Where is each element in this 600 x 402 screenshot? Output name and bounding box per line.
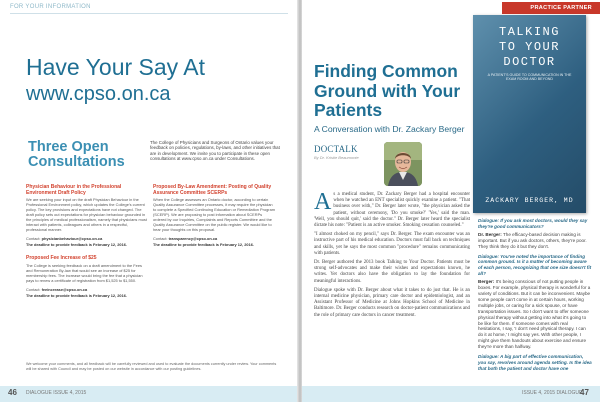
- contact-label: Contact:: [26, 286, 41, 292]
- book-title-line: TALKING: [499, 25, 560, 39]
- section-title: Proposed Fee Increase of $25: [26, 255, 97, 262]
- page-number: 46: [8, 388, 17, 397]
- article-subtitle: A Conversation with Dr. Zackary Berger: [314, 124, 465, 134]
- book-author: ZACKARY BERGER, MD: [485, 197, 574, 204]
- interview-column: [478, 218, 592, 374]
- book-subtitle: A PATIENT'S GUIDE TO COMMUNICATION IN THE EXAM ROOM AND BEYOND: [487, 73, 572, 82]
- book-cover: [473, 15, 586, 213]
- question: Dialogue: If you ask most doctors, would they say they're good communicators?: [478, 218, 588, 229]
- section-body: The College is seeking feedback on a draft amendment to the Fees and Remuneration By-law that would see an increase of $25 for membership fees. The increase would bring the fee that a physician pays to renew a certificate of registration from $1,525 to $1,550.: [26, 262, 143, 283]
- paragraph: Dr. Berger authored the 2013 book Talking to Your Doctor. Patients must be strong self-advocates and make their wishes and expectations known, he writes. Yet doctors also have the obligation to lay the foundation for meaningful interactions.: [314, 260, 470, 284]
- author-photo: [384, 142, 422, 186]
- deadline: The deadline to provide feedback is February 12, 2016.: [26, 242, 127, 248]
- paragraph: [314, 189, 470, 229]
- right-column: [153, 185, 275, 256]
- portrait-icon: [384, 142, 422, 186]
- speaker: Dr. Berger:: [478, 231, 502, 237]
- book-title-line: TO YOUR: [499, 40, 560, 54]
- section-title: Physician Behaviour in the Professional Environment Draft Policy: [26, 184, 122, 196]
- page-number: 47: [580, 388, 589, 397]
- paragraph-text: s a medical student, Dr. Zackary Berger had a hospital encounter when he watched an ENT specialist quickly examine a patient. "That business over with," Dr. Berger later wrote, "the physician asked the patient, without ceremony, 'Do you smoke?' 'Yes,' said the man. 'Well, you should quit,' said the doctor." Dr. Berger later heard the specialist dictate his note: "Patient is an active smoker. Smoking cessation counseled.": [314, 192, 470, 229]
- consultations-heading: Three Open Consultations: [28, 139, 125, 170]
- footnote: We welcome your comments, and all feedback will be carefully reviewed and used to evaluate the documents currently under review. Your comments will be shared with Council and may be posted on our website in accordance with our posting guidelines.: [26, 362, 277, 371]
- drop-cap: A: [314, 189, 332, 215]
- section-body: When the College assesses an Ontario doctor, according to certain Quality Assurance Committee processes, it may require the physician to complete a Specified Continuing Education or Remediation Program (SCERP). We are proposing to post information about SCERPs ordered by our Inquiries, Complaints and Reports Committee and the Quality Assurance Committee on the public register. We would like to hear your thoughts on this proposal.: [153, 197, 275, 232]
- answer-text: It's being conscious of not putting people in boxes. For example, physical therapy is wonderful for a variety of conditions. But it can be inconvenient. Maybe some people can't come in at certain hours, working multiple jobs, or caring for a sick spouse, or have transportation issues. So I don't want to offer someone physical therapy without getting into what it's going to be like for them. If someone comes with real hesitations, I say, 'I don't need physical therapy. I can do it at home,' I might say yes. With other people, I might give them handouts about exercise and ensure they're more than halfway.: [478, 279, 591, 350]
- article-title: Finding Common Ground with Your Patients: [314, 61, 461, 120]
- contact-email[interactable]: transparency@cpso.on.ca: [168, 235, 218, 241]
- section-banner: PRACTICE PARTNER: [502, 2, 600, 14]
- byline: By Dr. Kristie Beaumonte: [314, 155, 359, 160]
- left-column: [26, 185, 148, 307]
- magazine-name: DIALOGUE ISSUE 4, 2015: [26, 390, 87, 396]
- speaker: Berger:: [478, 279, 495, 285]
- answer: [478, 279, 592, 350]
- doctalk-badge: [314, 144, 366, 160]
- contact-line: [26, 237, 148, 242]
- deadline: The deadline to provide feedback is February 12, 2016.: [26, 293, 127, 299]
- right-page: [302, 0, 600, 402]
- answer-text: The efficacy-based decision making is important. But if you ask doctors, others, they're poor. They think they do it but they don't.: [478, 231, 587, 249]
- section-tag: FOR YOUR INFORMATION: [10, 4, 91, 10]
- book-title-line: DOCTOR: [503, 55, 556, 69]
- deadline: The deadline to provide feedback is February 12, 2016.: [153, 242, 254, 248]
- doctalk-label: DOCTALK: [314, 144, 358, 154]
- tag-rule: [10, 13, 288, 14]
- contact-line: [153, 237, 275, 242]
- section-title: Proposed By-Law Amendment: Posting of Quality Assurance Committee SCERPs: [153, 184, 272, 196]
- contact-label: Contact:: [153, 235, 168, 241]
- website-url[interactable]: www.cpso.on.ca: [26, 83, 171, 105]
- answer: [478, 232, 592, 250]
- page-title: Have Your Say At: [26, 54, 206, 80]
- article-body: [314, 189, 470, 322]
- section-body: We are seeking your input on the draft Physician Behaviour in the Professional Environment policy, which updates the College's current policy. The key provisions and expectations have not changed. The draft policy sets out expectations for physician behaviour grounded in the principles of medical professionalism, namely that physicians must interact with patients, colleagues and others in a respectful, professional manner.: [26, 197, 147, 232]
- intro-text: The College of Physicians and Surgeons of Ontario values your feedback on policies, regulations, by-laws, and other initiatives that are in development. We invite you to participate in these open consultations at www.cpso.on.ca under Consultations.: [150, 140, 280, 161]
- paragraph: "I almost choked on my pencil," says Dr. Berger. The exam encounter was an instructive part of his medical education. Doctors must fall back on techniques and skills, yet he says the most common "procedure" remains communicating with patients.: [314, 232, 470, 256]
- contact-line: [26, 288, 148, 293]
- magazine-name: ISSUE 4, 2015 DIALOGUE: [522, 390, 583, 396]
- contact-email[interactable]: feeincrease@cpso.on.ca: [41, 286, 88, 292]
- book-title: [473, 25, 586, 70]
- paragraph: Dialogue spoke with Dr. Berger about what it takes to do just that. He is an internal medicine physician, primary care doctor and epidemiologist, and an Assistant Professor of Medicine at Johns Hopkins School of Medicine in Baltimore. Dr. Berger conducts research on doctor-patient communications and the role of primary care doctors in cancer treatment.: [314, 287, 470, 318]
- contact-email[interactable]: physicianbehaviour@cpso.on.ca: [41, 235, 103, 241]
- question: Dialogue: A big part of effective communication, you say, revolves around agenda setting. Is the idea that both the patient and doctor have one: [478, 354, 592, 371]
- left-page: [0, 0, 298, 402]
- contact-label: Contact:: [26, 235, 41, 241]
- question: Dialogue: You've noted the importance of finding common ground. Is it a matter of becoming aware of each person, recognizing that one size doesn't fit all?: [478, 253, 592, 277]
